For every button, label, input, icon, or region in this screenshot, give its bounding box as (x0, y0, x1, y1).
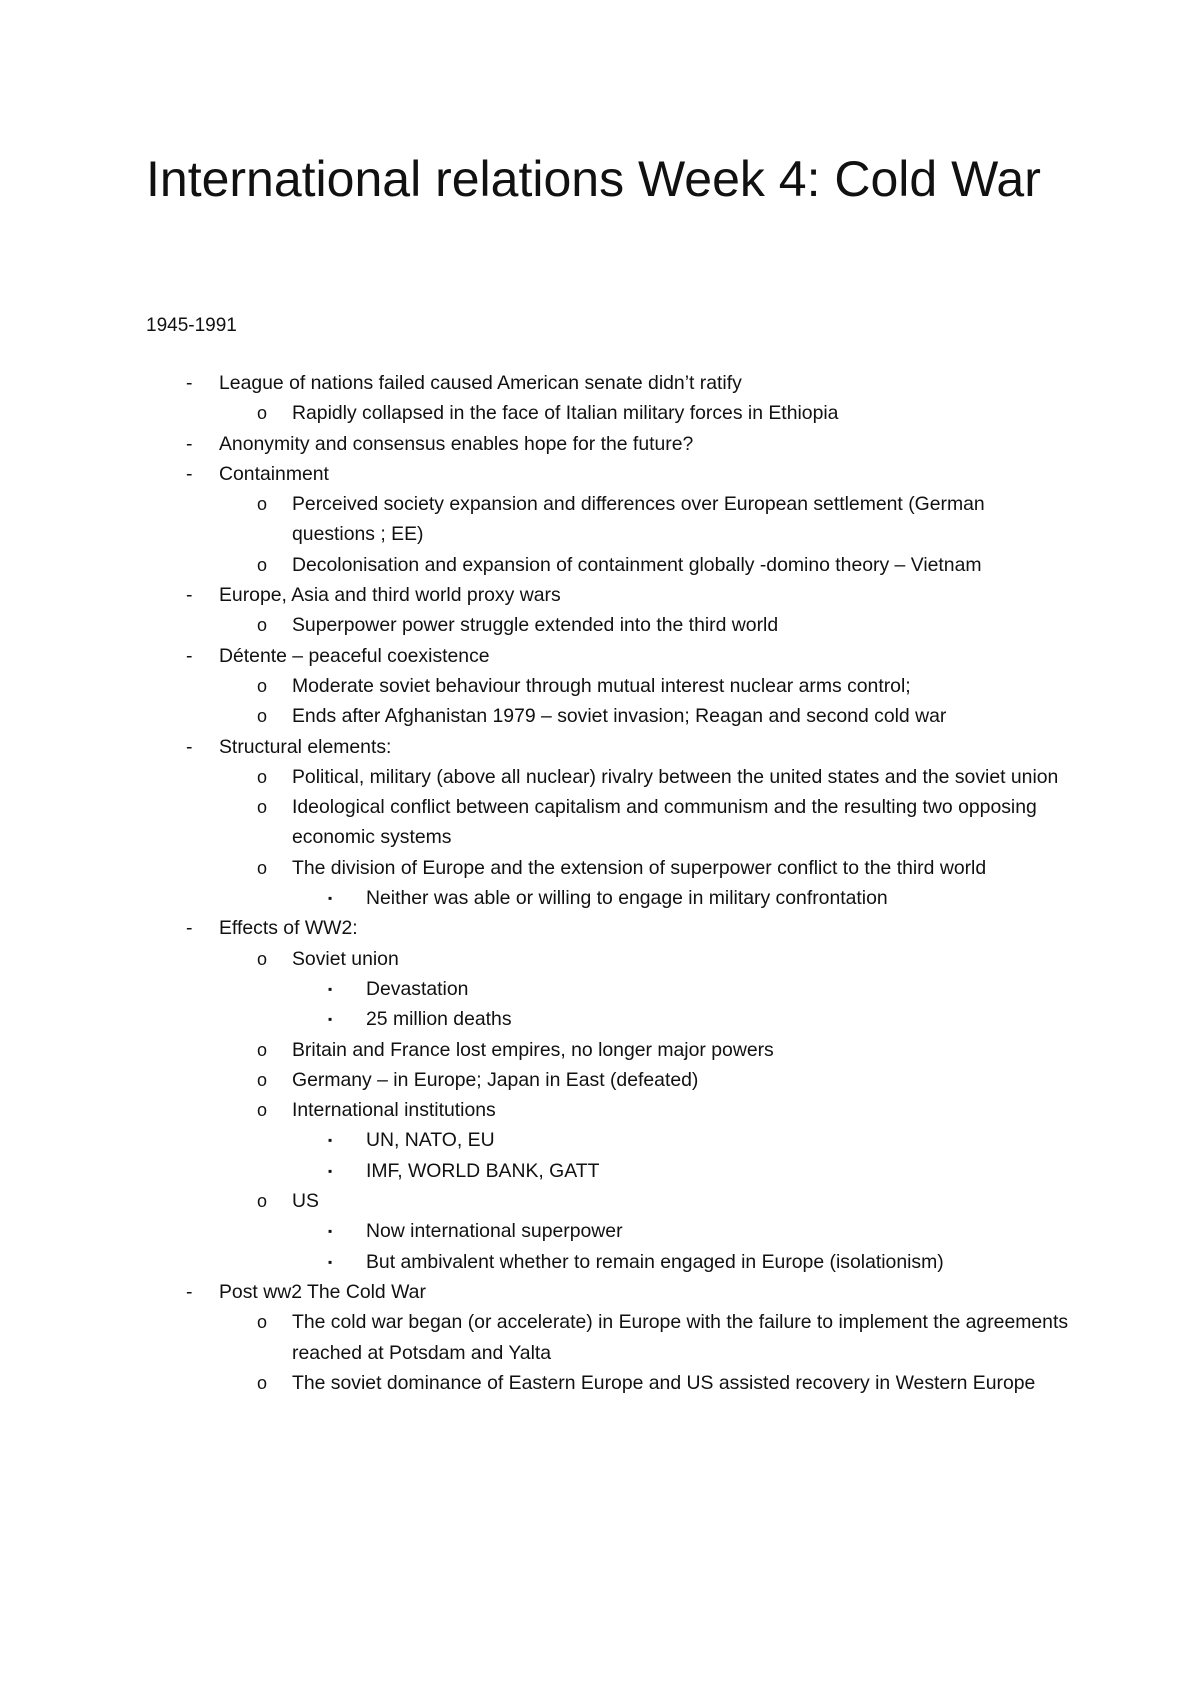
outline-item-level-3 (0, 1125, 1200, 1155)
outline-item-level-2 (0, 671, 1200, 701)
square-bullet-icon: ▪ (328, 981, 333, 996)
outline-item-text: Containment (219, 462, 329, 485)
outline-item-level-3 (0, 883, 1200, 913)
outline-item-text: Perceived society expansion and differences over European settlement (German questions ; EE) (292, 493, 985, 546)
outline-item-level-1 (0, 732, 1200, 762)
outline-item-level-2 (0, 1065, 1200, 1095)
bullet-outline (0, 368, 1200, 1398)
outline-item-text: The soviet dominance of Eastern Europe and US assisted recovery in Western Europe (292, 1371, 1036, 1394)
square-bullet-icon: ▪ (328, 1163, 333, 1178)
outline-item-text: Ends after Afghanistan 1979 – soviet invasion; Reagan and second cold war (292, 705, 947, 728)
outline-item-text: Political, military (above all nuclear) rivalry between the united states and the soviet union (292, 765, 1059, 788)
circle-bullet-icon: o (257, 615, 268, 636)
outline-item-level-2 (0, 792, 1200, 853)
outline-item-level-3 (0, 1216, 1200, 1246)
outline-item-text: Rapidly collapsed in the face of Italian military forces in Ethiopia (292, 402, 839, 425)
outline-item-level-3 (0, 1247, 1200, 1277)
outline-item-level-2 (0, 1368, 1200, 1398)
outline-item-level-1 (0, 459, 1200, 489)
dash-bullet-icon: - (186, 1280, 193, 1303)
outline-item-text: Neither was able or willing to engage in military confrontation (366, 887, 888, 910)
outline-item-level-2 (0, 701, 1200, 731)
outline-item-text: US (292, 1190, 319, 1213)
dash-bullet-icon: - (186, 462, 193, 485)
circle-bullet-icon: o (257, 766, 268, 787)
outline-item-text: IMF, WORLD BANK, GATT (366, 1159, 600, 1182)
outline-item-level-3 (0, 974, 1200, 1004)
outline-item-level-2 (0, 853, 1200, 883)
outline-item-text: International institutions (292, 1099, 496, 1122)
circle-bullet-icon: o (257, 675, 268, 696)
dash-bullet-icon: - (186, 372, 193, 394)
square-bullet-icon: ▪ (328, 891, 333, 906)
outline-item-text: Moderate soviet behaviour through mutual interest nuclear arms control; (292, 674, 911, 697)
outline-item-level-1 (0, 429, 1200, 459)
circle-bullet-icon: o (257, 1069, 268, 1090)
outline-item-level-2 (0, 550, 1200, 580)
outline-item-level-1 (0, 580, 1200, 610)
circle-bullet-icon: o (257, 857, 268, 878)
square-bullet-icon: ▪ (328, 1224, 333, 1239)
circle-bullet-icon: o (257, 1191, 268, 1212)
outline-item-level-3 (0, 1156, 1200, 1186)
square-bullet-icon: ▪ (328, 1133, 333, 1148)
circle-bullet-icon: o (257, 403, 268, 424)
outline-item-text: League of nations failed caused American senate didn’t ratify (219, 372, 742, 394)
square-bullet-icon: ▪ (328, 1012, 333, 1027)
outline-item-text: Structural elements: (219, 735, 392, 758)
outline-item-level-2 (0, 1307, 1200, 1368)
outline-item-text: Decolonisation and expansion of containment globally -domino theory – Vietnam (292, 553, 982, 576)
outline-item-text: 25 million deaths (366, 1008, 512, 1031)
outline-item-level-1 (0, 913, 1200, 943)
outline-item-text: Détente – peaceful coexistence (219, 644, 490, 667)
outline-item-text: Europe, Asia and third world proxy wars (219, 584, 561, 607)
outline-item-text: Superpower power struggle extended into the third world (292, 614, 779, 637)
circle-bullet-icon: o (257, 706, 268, 727)
circle-bullet-icon: o (257, 1372, 268, 1393)
outline-item-level-2 (0, 944, 1200, 974)
outline-item-text: Now international superpower (366, 1220, 623, 1243)
outline-item-text: UN, NATO, EU (366, 1129, 495, 1152)
outline-item-level-2 (0, 610, 1200, 640)
outline-item-level-2 (0, 1186, 1200, 1216)
circle-bullet-icon: o (257, 1100, 268, 1121)
dash-bullet-icon: - (186, 584, 193, 607)
outline-item-level-2 (0, 1095, 1200, 1125)
date-range: 1945-1991 (146, 315, 237, 336)
circle-bullet-icon: o (257, 1039, 268, 1060)
outline-item-text: But ambivalent whether to remain engaged in Europe (isolationism) (366, 1250, 944, 1273)
outline-item-level-2 (0, 489, 1200, 550)
square-bullet-icon: ▪ (328, 1254, 333, 1269)
outline-item-text: Anonymity and consensus enables hope for the future? (219, 432, 694, 455)
dash-bullet-icon: - (186, 432, 193, 455)
circle-bullet-icon: o (257, 948, 268, 969)
circle-bullet-icon: o (257, 797, 268, 818)
outline-item-level-2 (0, 1035, 1200, 1065)
outline-item-text: Germany – in Europe; Japan in East (defeated) (292, 1068, 699, 1091)
outline-item-text: Post ww2 The Cold War (219, 1280, 426, 1303)
dash-bullet-icon: - (186, 735, 193, 758)
dash-bullet-icon: - (186, 644, 193, 667)
outline-item-text: Ideological conflict between capitalism and communism and the resulting two opposing economic systems (292, 796, 1037, 849)
outline-item-level-1 (0, 641, 1200, 671)
outline-item-level-2 (0, 398, 1200, 428)
outline-item-level-3 (0, 1004, 1200, 1034)
circle-bullet-icon: o (257, 554, 268, 575)
outline-item-text: The cold war began (or accelerate) in Europe with the failure to implement the agreements reached at Potsdam and Yalta (292, 1311, 1069, 1364)
outline-item-text: The division of Europe and the extension of superpower conflict to the third world (292, 856, 987, 879)
dash-bullet-icon: - (186, 917, 193, 940)
outline-item-level-1 (0, 368, 1200, 398)
outline-item-text: Soviet union (292, 947, 399, 970)
circle-bullet-icon: o (257, 494, 268, 515)
circle-bullet-icon: o (257, 1312, 268, 1333)
outline-item-text: Britain and France lost empires, no longer major powers (292, 1038, 774, 1061)
outline-item-text: Devastation (366, 977, 469, 1000)
page-title: International relations Week 4: Cold War (146, 151, 1041, 207)
outline-item-text: Effects of WW2: (219, 917, 358, 940)
outline-item-level-1 (0, 1277, 1200, 1307)
outline-item-level-2 (0, 762, 1200, 792)
